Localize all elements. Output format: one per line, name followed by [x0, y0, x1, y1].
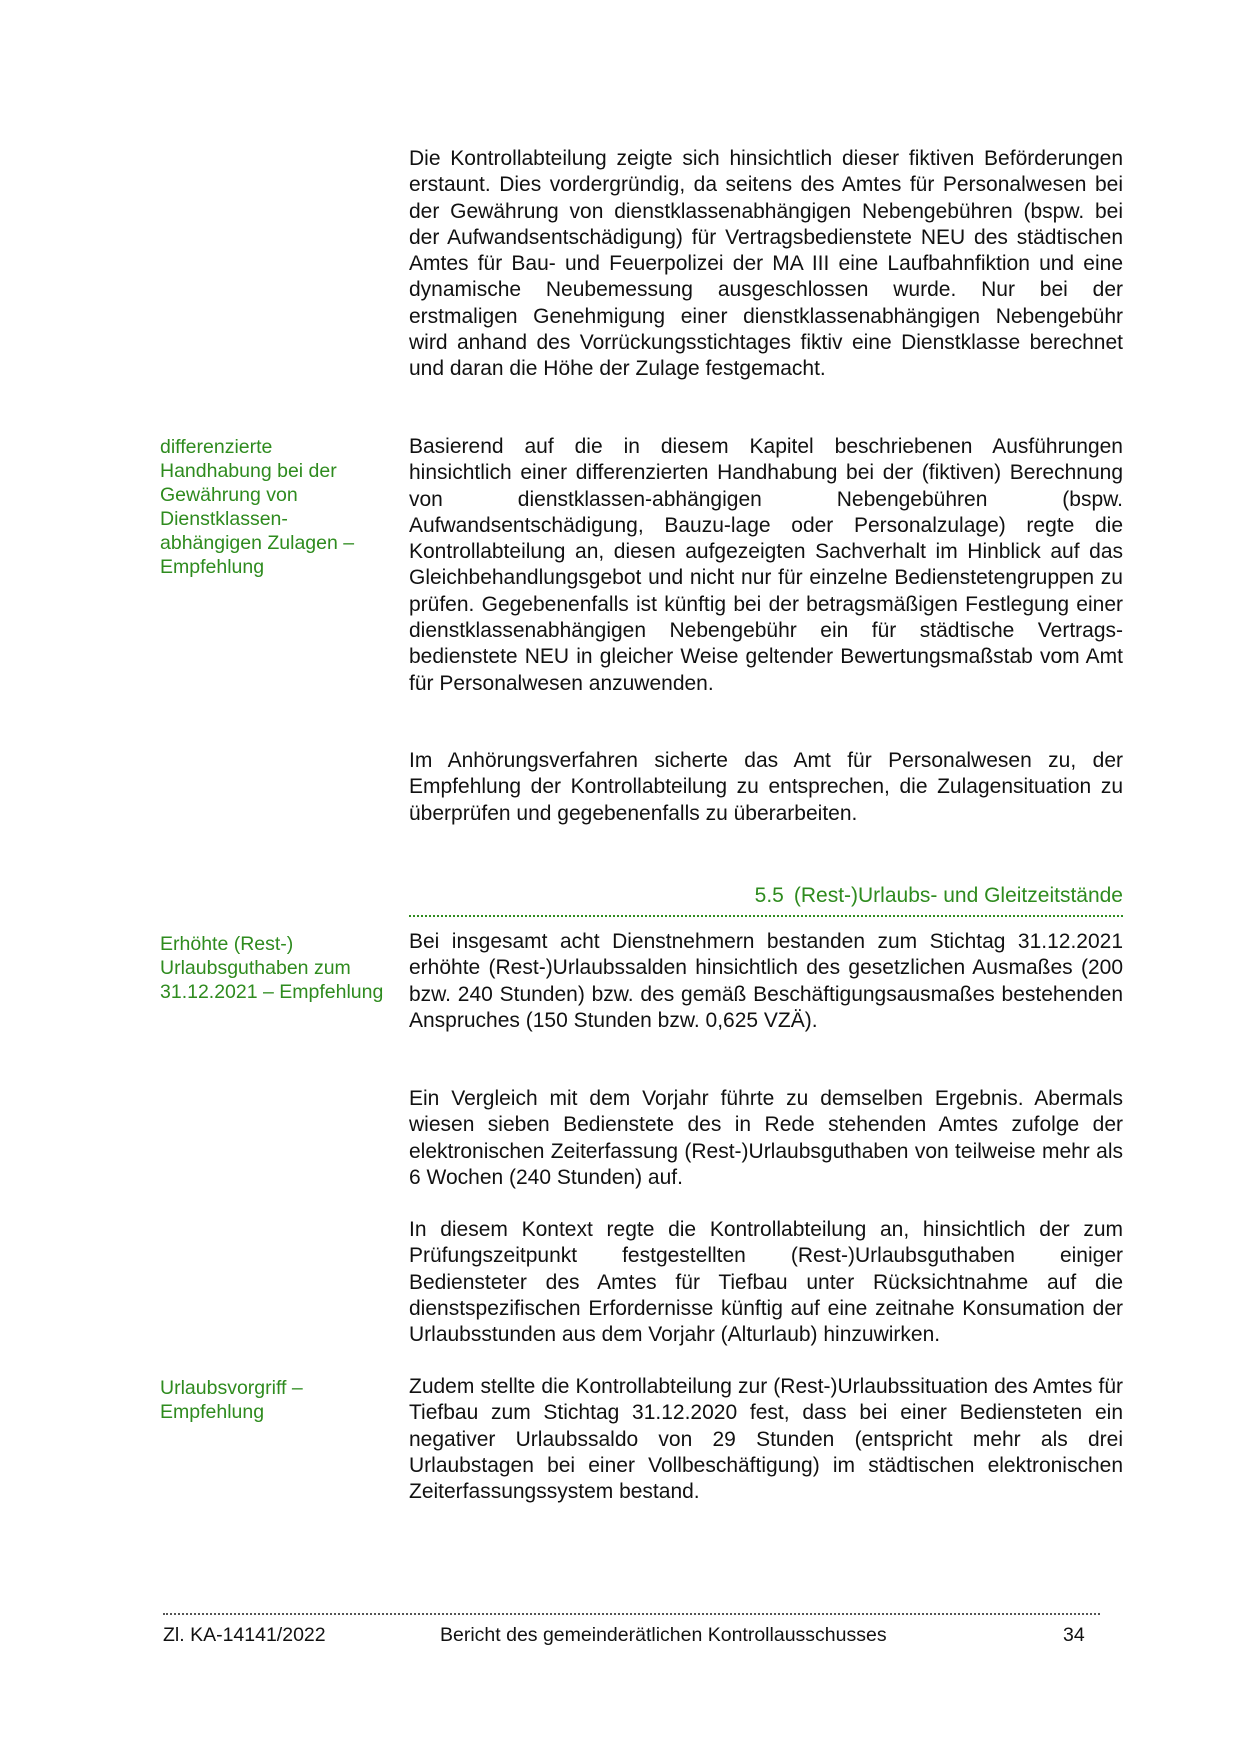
section-heading	[409, 883, 1123, 917]
paragraph-recommendation-allowances: Basierend auf die in diesem Kapitel beschriebenen Ausführungen hinsichtlich einer differenzierten Handhabung bei der (fiktiven) Berechnung von dienstklassen-abhängigen Nebengebühren (bspw. Aufwandsentschädigung, Bauzu-lage oder Personalzulage) regte die Kontrollabteilung an, diesen aufgezeigten Sachverhalt im Hinblick auf das Gleichbehandlungsgebot und nicht nur für einzelne Bedienstetengruppen zu prüfen. Gegebenenfalls ist künftig bei der betragsmäßigen Festlegung einer dienstklassenabhängigen Nebengebühr ein für städtische Vertrags-bedienstete NEU in gleicher Weise geltender Bewertungsmaßstab vom Amt für Personalwesen anzuwenden.	[409, 435, 1123, 695]
paragraph-negative-balance: Zudem stellte die Kontrollabteilung zur (Rest-)Urlaubssituation des Amtes für Tiefbau zum Stichtag 31.12.2020 fest, dass bei einer Bediensteten ein negativer Urlaubssaldo von 29 Stunden (entspricht mehr als drei Urlaubstagen bei einer Vollbeschäftigung) im städtischen elektronischen Zeiterfassungssystem bestand.	[409, 1375, 1123, 1504]
footer-divider	[163, 1613, 1100, 1615]
paragraph-fictitious-promotions: Die Kontrollabteilung zeigte sich hinsichtlich dieser fiktiven Beförderungen erstaunt. Dies vordergründig, da seitens des Amtes für Personalwesen bei der Gewährung von dienstklassenabhängigen Nebengebühren (bspw. bei der Aufwandsentschädigung) für Vertragsbedienstete NEU des städtischen Amtes für Bau- und Feuerpolizei der MA III eine Laufbahnfiktion und eine dynamische Neubemessung ausgeschlossen wurde. Nur bei der erstmaligen Genehmigung einer dienstklassenabhängigen Nebengebühr wird anhand des Vorrückungsstichtages fiktiv eine Dienstklasse berechnet und daran die Höhe der Zulage festgemacht.	[409, 147, 1123, 381]
section-number: 5.5	[754, 884, 784, 907]
paragraph-previous-year-comparison: Ein Vergleich mit dem Vorjahr führte zu demselben Ergebnis. Abermals wiesen sieben Bedienstete des in Rede stehenden Amtes zufolge der elektronischen Zeiterfassung (Rest-)Urlaubsguthaben von teilweise mehr als 6 Wochen (240 Stunden) auf.	[409, 1087, 1123, 1189]
margin-note-vacation-balance: Erhöhte (Rest-) Urlaubsguthaben zum 31.12.2021 – Empfehlung	[160, 933, 384, 1003]
footer-reference: Zl. KA-14141/2022	[163, 1624, 326, 1646]
margin-note-differentiated-handling: differenzierte Handhabung bei der Gewährung von Dienstklassen-abhängigen Zulagen – Empfehlung	[160, 436, 355, 578]
margin-note-vacation-advance: Urlaubsvorgriff – Empfehlung	[160, 1377, 303, 1423]
page-number: 34	[1063, 1624, 1085, 1646]
section-title: (Rest-)Urlaubs- und Gleitzeitstände	[793, 884, 1123, 907]
footer-report-title: Bericht des gemeinderätlichen Kontrollausschusses	[440, 1624, 887, 1646]
paragraph-vacation-balances: Bei insgesamt acht Dienstnehmern bestanden zum Stichtag 31.12.2021 erhöhte (Rest-)Urlaubssalden hinsichtlich des gesetzlichen Ausmaßes (200 bzw. 240 Stunden) bzw. des gemäß Beschäftigungsausmaßes bestehenden Anspruches (150 Stunden bzw. 0,625 VZÄ).	[409, 930, 1123, 1032]
paragraph-hearing-procedure: Im Anhörungsverfahren sicherte das Amt für Personalwesen zu, der Empfehlung der Kontrollabteilung zu entsprechen, die Zulagensituation zu überprüfen und gegebenenfalls zu überarbeiten.	[409, 749, 1123, 825]
paragraph-consumption-recommendation: In diesem Kontext regte die Kontrollabteilung an, hinsichtlich der zum Prüfungszeitpunkt festgestellten (Rest-)Urlaubsguthaben einiger Bediensteter des Amtes für Tiefbau unter Rücksichtnahme auf die dienstspezifischen Erfordernisse künftig auf eine zeitnahe Konsumation der Urlaubsstunden aus dem Vorjahr (Alturlaub) hinzuwirken.	[409, 1218, 1123, 1347]
